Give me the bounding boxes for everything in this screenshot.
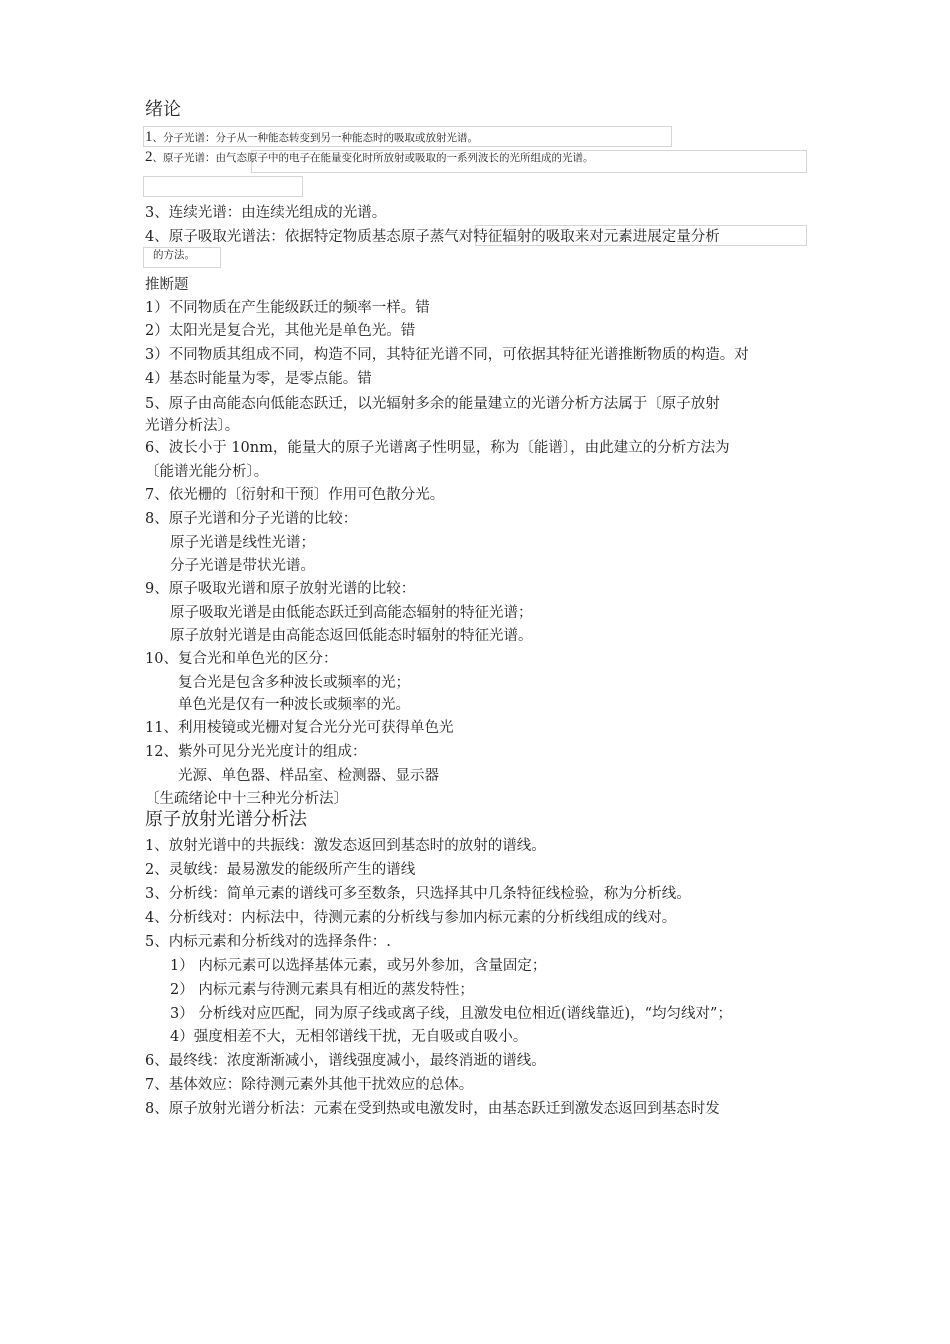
aes-item: 7、基体效应：除待测元素外其他干扰效应的总体。	[145, 1077, 474, 1093]
aes-sub-item: 4）强度相差不大，无相邻谱线干扰，无自吸或自吸小。	[170, 1029, 528, 1045]
aes-sub-item: 3） 分析线对应匹配，同为原子线或离子线，且激发电位相近(谱线靠近)，“均匀线对”；	[170, 1006, 732, 1022]
aes-item: 6、最终线：浓度渐渐减小，谱线强度减小，最终消逝的谱线。	[145, 1053, 546, 1069]
fill-item-7: 7、依光栅的〔衍射和干预〕作用可色散分光。	[145, 487, 445, 503]
fill-item-10-sub: 单色光是仅有一种波长或频率的光。	[178, 697, 410, 713]
text-box-frame	[143, 176, 303, 197]
fill-item-9: 9、原子吸取光谱和原子放射光谱的比较：	[145, 581, 416, 597]
aes-item: 8、原子放射光谱分析法：元素在受到热或电激发时，由基态跃迁到激发态返回到基态时发	[145, 1101, 720, 1117]
fill-item-5: 5、原子由高能态向低能态跃迁，以光辐射多余的能量建立的光谱分析方法属于〔原子放射	[145, 396, 720, 412]
fill-item-8-sub: 原子光谱是线性光谱；	[170, 535, 315, 551]
definition-molecular-spectrum	[145, 127, 478, 147]
aes-sub-item: 1） 内标元素可以选择基体元素，或另外参加，含量固定；	[170, 958, 547, 974]
fill-item-8: 8、原子光谱和分子光谱的比较：	[145, 511, 358, 527]
aes-item: 4、分析线对：内标法中，待测元素的分析线与参加内标元素的分析线组成的线对。	[145, 910, 677, 926]
fill-item-6-continued: 〔能谱光能分析〕。	[145, 464, 269, 480]
definition-aas-continued: 的方法。	[153, 249, 195, 261]
section-title-aes: 原子放射光谱分析法	[145, 809, 307, 830]
aes-item: 5、内标元素和分析线对的选择条件：.	[145, 934, 391, 950]
fill-item-12-sub: 光源、单色器、样品室、检测器、显示器	[178, 768, 439, 784]
fill-item-5-continued: 光谱分析法〕。	[145, 418, 240, 434]
fill-item-12: 12、紫外可见分光光度计的组成：	[145, 744, 367, 760]
aes-item: 3、分析线：简单元素的谱线可多至数条，只选择其中几条特征线检验，称为分析线。	[145, 886, 691, 902]
fill-note: 〔生疏绪论中十三种光分析法〕	[145, 791, 348, 807]
fill-item-8-sub: 分子光谱是带状光谱。	[170, 558, 315, 574]
definition-text: 、分子光谱：分子从一种能态转变到另一种能态时的吸取或放射光谱。	[152, 132, 478, 144]
section-title-intro: 绪论	[145, 99, 181, 120]
definition-number: 1	[145, 129, 153, 145]
judge-item: 1）不同物质在产生能级跃迁的频率一样。错	[145, 300, 430, 316]
definition-atomic-spectrum	[145, 147, 594, 167]
definition-aas: 4、原子吸取光谱法：依据特定物质基态原子蒸气对特征辐射的吸取来对元素进展定量分析	[145, 229, 720, 245]
aes-item: 1、放射光谱中的共振线：激发态返回到基态时的放射的谱线。	[145, 838, 546, 854]
judge-item: 4）基态时能量为零，是零点能。错	[145, 371, 372, 387]
fill-item-10: 10、复合光和单色光的区分：	[145, 651, 338, 667]
section-title-judge: 推断题	[145, 277, 189, 293]
definition-text: 、原子光谱：由气态原子中的电子在能量变化时所放射或吸取的一系列波长的光所组成的光谱。	[152, 152, 594, 164]
aes-sub-item: 2） 内标元素与待测元素具有相近的蒸发特性；	[170, 982, 474, 998]
judge-item: 2）太阳光是复合光，其他光是单色光。错	[145, 323, 416, 339]
definition-number: 2	[145, 149, 153, 165]
definition-continuous-spectrum: 3、连续光谱：由连续光组成的光谱。	[145, 205, 387, 221]
fill-item-10-sub: 复合光是包含多种波长或频率的光；	[178, 675, 410, 691]
fill-item-9-sub: 原子吸取光谱是由低能态跃迁到高能态辐射的特征光谱；	[170, 605, 533, 621]
aes-item: 2、灵敏线：最易激发的能级所产生的谱线	[145, 862, 416, 878]
judge-item: 3）不同物质其组成不同，构造不同，其特征光谱不同，可依据其特征光谱推断物质的构造。对	[145, 347, 749, 363]
fill-item-11: 11、利用棱镜或光栅对复合光分光可获得单色光	[145, 720, 454, 736]
fill-item-9-sub: 原子放射光谱是由高能态返回低能态时辐射的特征光谱。	[170, 628, 533, 644]
fill-item-6: 6、波长小于 10nm，能量大的原子光谱离子性明显，称为〔能谱〕，由此建立的分析方法为	[145, 440, 730, 456]
